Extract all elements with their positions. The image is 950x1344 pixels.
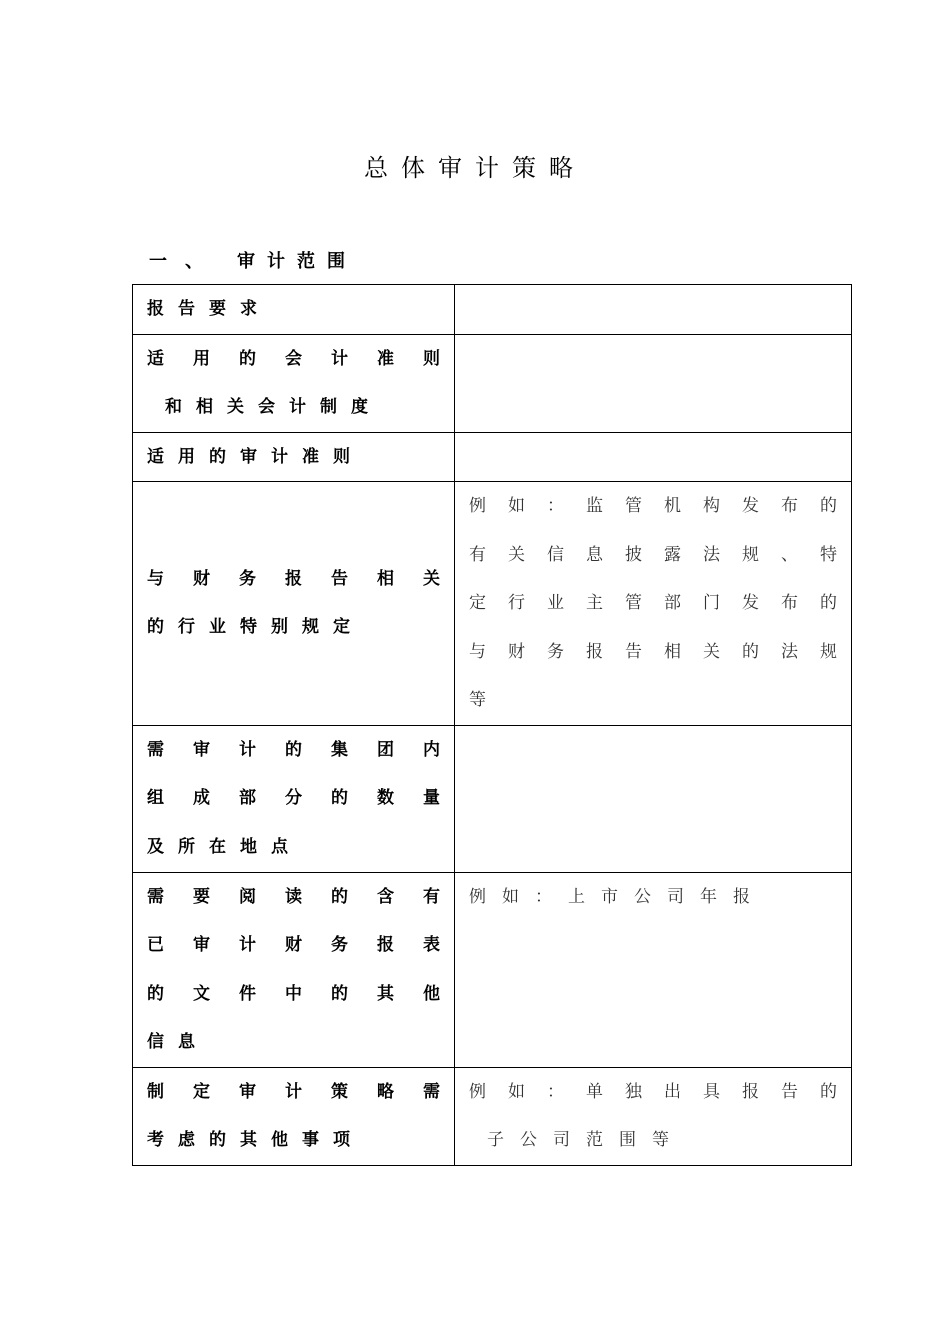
row-value-cell <box>455 1067 852 1165</box>
row-label-line: 适用的会计准则 <box>147 348 440 369</box>
row-value-line: 例如：监管机构发布的 <box>469 496 837 516</box>
row-label-line: 适用的审计准则 <box>147 446 364 467</box>
row-label-line: 需要阅读的含有 <box>147 886 440 907</box>
audit-scope-table <box>132 284 852 1166</box>
row-label-cell <box>133 1067 455 1165</box>
row-label-cell <box>133 432 455 482</box>
row-label-line: 与财务报告相关 <box>147 568 440 589</box>
row-value-line: 与财务报告相关的法规 <box>469 641 837 662</box>
row-value-cell <box>455 432 852 482</box>
row-value-line: 等 <box>469 690 502 710</box>
row-value-cell <box>455 872 852 1067</box>
table-row <box>133 334 852 432</box>
table-row <box>133 285 852 335</box>
section-heading <box>149 247 357 273</box>
section-separator: 、 <box>185 251 215 272</box>
section-number: 一 <box>149 251 179 272</box>
row-label-cell <box>133 482 455 726</box>
row-value-cell <box>455 482 852 726</box>
row-value-line: 有关信息披露法规、特 <box>469 544 837 565</box>
row-label-line: 和相关会计制度 <box>165 397 382 417</box>
row-label-line: 报告要求 <box>147 299 271 319</box>
row-label-cell <box>133 334 455 432</box>
row-value-line: 例如：上市公司年报 <box>469 886 766 907</box>
row-label-line: 的文件中的其他 <box>147 983 440 1004</box>
row-value-line: 子公司范围等 <box>487 1130 685 1150</box>
table-row <box>133 482 852 726</box>
row-label-line: 的行业特别规定 <box>147 617 364 638</box>
row-value-cell <box>455 285 852 335</box>
row-label-line: 制定审计策略需 <box>147 1081 440 1102</box>
row-label-line: 已审计财务报表 <box>147 935 440 955</box>
row-label-cell <box>133 725 455 872</box>
row-value-line: 定行业主管部门发布的 <box>469 593 837 613</box>
table-row <box>133 1067 852 1165</box>
row-label-line: 组成部分的数量 <box>147 788 440 808</box>
row-value-cell <box>455 334 852 432</box>
row-label-cell <box>133 285 455 335</box>
table-row <box>133 872 852 1067</box>
table-row <box>133 725 852 872</box>
table-row <box>133 432 852 482</box>
row-label-line: 及所在地点 <box>147 836 302 857</box>
row-label-line: 考虑的其他事项 <box>147 1130 364 1150</box>
row-value-cell <box>455 725 852 872</box>
row-label-line: 信息 <box>147 1032 209 1052</box>
section-title: 审计范围 <box>237 251 357 272</box>
row-value-line: 例如：单独出具报告的 <box>469 1081 837 1102</box>
row-label-line: 需审计的集团内 <box>147 739 440 760</box>
document-title: 总体审计策略 <box>364 154 586 182</box>
row-label-cell <box>133 872 455 1067</box>
